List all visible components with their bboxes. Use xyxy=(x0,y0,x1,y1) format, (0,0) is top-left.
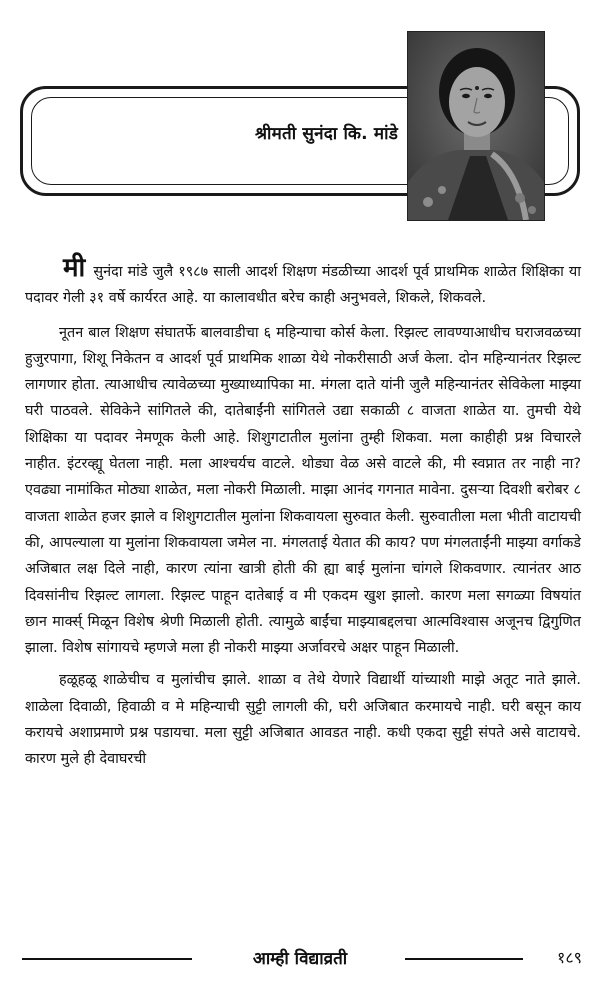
article-paragraph: नूतन बाल शिक्षण संघातर्फे बालवाडीचा ६ महिन्याचा कोर्स केला. रिझल्ट लावण्याआधीच घराजवळच्या हुजुरपागा, शिशू निकेतन व आदर्श पूर्व प्राथमिक शाळा येथे नोकरीसाठी अर्ज केला. दोन महिन्यानंतर रिझल्ट लागणार होता. त्याआधीच त्यावेळच्या मुख्याध्यापिका मा. मंगला दाते यांनी जुलै महिन्यानंतर सेविकेला माझ्या घरी पाठवले. सेविकेने सांगितले की, दातेबाईंनी सांगितले उद्या सकाळी ८ वाजता शाळेत या. तुमची येथे शिक्षिका या पदावर नेमणूक केली आहे. शिशुगटातील मुलांना तुम्ही शिकवा. मला काहीही प्रश्न विचारले नाहीत. इंटरव्ह्यू घेतला नाही. मला आश्चर्यच वाटले. थोड्या वेळ असे वाटले की, मी स्वप्नात तर नाही ना? एवढ्या नामांकित मोठ्या शाळेत, मला नोकरी मिळाली. माझा आनंद गगनात मावेना. दुसऱ्या दिवशी बरोबर ८ वाजता शाळेत हजर झाले व शिशुगटातील मुलांना शिकवायला सुरुवात केली. सुरुवातीला मला भीती वाटायची की, आपल्याला या मुलांना शिकवायला जमेल ना. मंगलताई येतात की काय? पण मंगलताईंनी माझ्या वर्गाकडे अजिबात लक्ष दिले नाही, कारण त्यांना खात्री होती की ह्या बाई मुलांना चांगले शिकवणार. त्यानंतर आठ दिवसांनीच रिझल्ट लागला. रिझल्ट पाहून दातेबाई व मी एकदम खुश झालो. कारण मला सगळ्या विषयांत छान मार्क्स् मिळून विशेष श्रेणी मिळाली होती. त्यामुळे बाईंचा माझ्याबद्दलचा आत्मविश्वास अजूनच द्विगुणित झाला. विशेष सांगायचे म्हणजे मला ही नोकरी माझ्या अर्जावरचे अक्षर पाहून मिळाली. xyxy=(25,324,581,657)
footer-rule-right xyxy=(405,958,523,960)
page-number: १८९ xyxy=(557,948,582,967)
article-paragraph: हळूहळू शाळेचीच व मुलांचीच झाले. शाळा व तेथे येणारे विद्यार्थी यांच्याशी माझे अतूट नाते झाले. शाळेला दिवाळी, हिवाळी व मे महिन्याची सुट्टी लागली की, घरी अजिबात करमायचे नाही. घरी बसून काय करायचे अशाप्रमाणे प्रश्न पडायचा. मला सुट्टी अजिबात आवडत नाही. कधी एकदा सुट्टी संपते असे वाटायचे. कारण मुले ही देवाघरची xyxy=(25,672,581,768)
portrait-image xyxy=(408,32,544,220)
footer-rule-left xyxy=(22,958,192,960)
page-footer xyxy=(22,944,582,972)
paragraph-text: सुनंदा मांडे जुलै १९८७ साली आदर्श शिक्षण मंडळीच्या आदर्श पूर्व प्राथमिक शाळेत शिक्षिका या पदावर गेली ३१ वर्षे कार्यरत आहे. या कालावधीत बरेच काही अनुभवले, शिकले, शिकवले. xyxy=(25,264,581,307)
drop-cap: मी xyxy=(63,253,86,283)
article-paragraph xyxy=(25,253,581,312)
book-title: आम्ही विद्याव्रती xyxy=(252,949,348,969)
article-body xyxy=(25,253,581,773)
author-name: श्रीमती सुनंदा कि. मांडे xyxy=(255,124,398,144)
author-portrait xyxy=(407,31,545,221)
